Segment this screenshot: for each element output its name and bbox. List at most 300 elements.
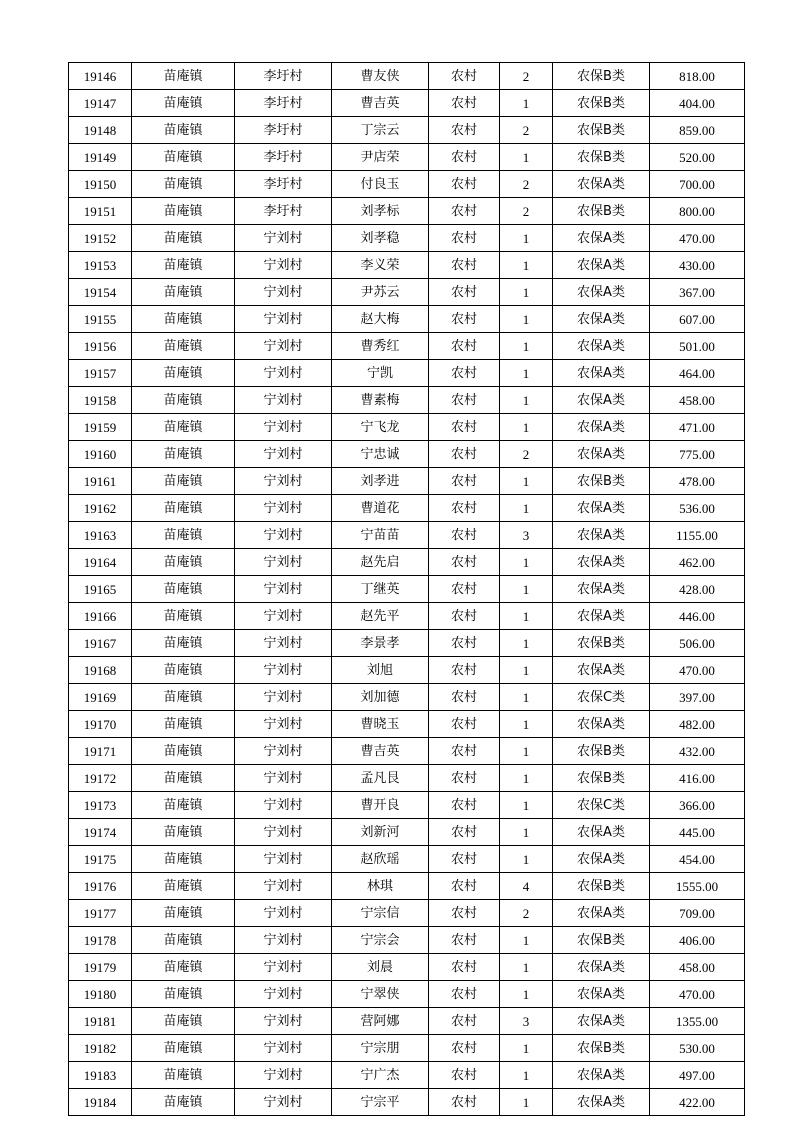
cell-type: 农村	[429, 63, 500, 90]
cell-amount: 464.00	[650, 360, 745, 387]
cell-name: 曹开良	[332, 792, 429, 819]
cell-type: 农村	[429, 306, 500, 333]
cell-id: 19176	[69, 873, 132, 900]
cell-count: 2	[500, 900, 553, 927]
cell-count: 1	[500, 1062, 553, 1089]
cell-type: 农村	[429, 117, 500, 144]
cell-id: 19181	[69, 1008, 132, 1035]
table-row	[69, 441, 745, 468]
cell-type: 农村	[429, 738, 500, 765]
table-row	[69, 279, 745, 306]
cell-village: 宁刘村	[235, 333, 332, 360]
cell-id: 19164	[69, 549, 132, 576]
cell-count: 1	[500, 1089, 553, 1116]
cell-village: 宁刘村	[235, 387, 332, 414]
cell-count: 1	[500, 927, 553, 954]
cell-village: 宁刘村	[235, 1062, 332, 1089]
cell-count: 1	[500, 603, 553, 630]
cell-count: 1	[500, 279, 553, 306]
cell-id: 19148	[69, 117, 132, 144]
cell-village: 李圩村	[235, 198, 332, 225]
cell-count: 2	[500, 63, 553, 90]
cell-town: 苗庵镇	[132, 900, 235, 927]
cell-name: 曹道花	[332, 495, 429, 522]
cell-id: 19161	[69, 468, 132, 495]
cell-class: 农保B类	[553, 63, 650, 90]
cell-village: 宁刘村	[235, 252, 332, 279]
cell-type: 农村	[429, 441, 500, 468]
cell-town: 苗庵镇	[132, 792, 235, 819]
cell-class: 农保A类	[553, 225, 650, 252]
cell-id: 19168	[69, 657, 132, 684]
cell-amount: 458.00	[650, 954, 745, 981]
cell-village: 宁刘村	[235, 684, 332, 711]
table-row	[69, 252, 745, 279]
cell-class: 农保B类	[553, 1035, 650, 1062]
cell-count: 1	[500, 549, 553, 576]
cell-town: 苗庵镇	[132, 198, 235, 225]
cell-class: 农保A类	[553, 252, 650, 279]
cell-class: 农保A类	[553, 954, 650, 981]
cell-id: 19146	[69, 63, 132, 90]
table-row	[69, 846, 745, 873]
cell-type: 农村	[429, 684, 500, 711]
cell-village: 宁刘村	[235, 981, 332, 1008]
table-row	[69, 657, 745, 684]
table-row	[69, 684, 745, 711]
table-row	[69, 711, 745, 738]
cell-town: 苗庵镇	[132, 603, 235, 630]
cell-class: 农保A类	[553, 414, 650, 441]
cell-class: 农保A类	[553, 1062, 650, 1089]
cell-name: 丁继英	[332, 576, 429, 603]
cell-class: 农保B类	[553, 144, 650, 171]
table-row	[69, 927, 745, 954]
cell-class: 农保A类	[553, 549, 650, 576]
cell-type: 农村	[429, 846, 500, 873]
cell-count: 1	[500, 144, 553, 171]
cell-village: 李圩村	[235, 63, 332, 90]
table-row	[69, 468, 745, 495]
cell-name: 李义荣	[332, 252, 429, 279]
cell-type: 农村	[429, 711, 500, 738]
cell-amount: 709.00	[650, 900, 745, 927]
cell-id: 19150	[69, 171, 132, 198]
cell-count: 1	[500, 414, 553, 441]
cell-id: 19167	[69, 630, 132, 657]
cell-count: 1	[500, 684, 553, 711]
table-row	[69, 630, 745, 657]
cell-village: 宁刘村	[235, 711, 332, 738]
cell-amount: 422.00	[650, 1089, 745, 1116]
cell-class: 农保A类	[553, 387, 650, 414]
cell-class: 农保B类	[553, 765, 650, 792]
cell-amount: 430.00	[650, 252, 745, 279]
cell-name: 刘孝稳	[332, 225, 429, 252]
cell-type: 农村	[429, 522, 500, 549]
cell-name: 刘加德	[332, 684, 429, 711]
cell-count: 1	[500, 225, 553, 252]
cell-town: 苗庵镇	[132, 63, 235, 90]
cell-class: 农保A类	[553, 171, 650, 198]
cell-amount: 818.00	[650, 63, 745, 90]
cell-count: 1	[500, 738, 553, 765]
cell-type: 农村	[429, 630, 500, 657]
cell-village: 宁刘村	[235, 819, 332, 846]
cell-village: 宁刘村	[235, 900, 332, 927]
cell-type: 农村	[429, 657, 500, 684]
cell-amount: 432.00	[650, 738, 745, 765]
table-row	[69, 1035, 745, 1062]
cell-id: 19154	[69, 279, 132, 306]
cell-amount: 445.00	[650, 819, 745, 846]
cell-id: 19163	[69, 522, 132, 549]
cell-class: 农保A类	[553, 576, 650, 603]
cell-class: 农保A类	[553, 603, 650, 630]
table-row	[69, 738, 745, 765]
cell-type: 农村	[429, 333, 500, 360]
cell-class: 农保A类	[553, 522, 650, 549]
cell-town: 苗庵镇	[132, 684, 235, 711]
cell-count: 3	[500, 522, 553, 549]
cell-name: 宁宗信	[332, 900, 429, 927]
cell-town: 苗庵镇	[132, 90, 235, 117]
cell-type: 农村	[429, 90, 500, 117]
cell-id: 19173	[69, 792, 132, 819]
cell-class: 农保C类	[553, 792, 650, 819]
cell-amount: 478.00	[650, 468, 745, 495]
cell-id: 19160	[69, 441, 132, 468]
table-row	[69, 495, 745, 522]
cell-type: 农村	[429, 279, 500, 306]
cell-class: 农保A类	[553, 711, 650, 738]
cell-count: 1	[500, 954, 553, 981]
cell-town: 苗庵镇	[132, 1008, 235, 1035]
cell-name: 营阿娜	[332, 1008, 429, 1035]
cell-count: 1	[500, 306, 553, 333]
cell-amount: 1355.00	[650, 1008, 745, 1035]
cell-village: 宁刘村	[235, 279, 332, 306]
table-row	[69, 576, 745, 603]
cell-amount: 800.00	[650, 198, 745, 225]
cell-village: 宁刘村	[235, 846, 332, 873]
cell-amount: 607.00	[650, 306, 745, 333]
cell-type: 农村	[429, 225, 500, 252]
cell-village: 李圩村	[235, 117, 332, 144]
cell-amount: 454.00	[650, 846, 745, 873]
cell-name: 宁宗会	[332, 927, 429, 954]
cell-town: 苗庵镇	[132, 711, 235, 738]
cell-type: 农村	[429, 144, 500, 171]
cell-count: 4	[500, 873, 553, 900]
cell-name: 曹素梅	[332, 387, 429, 414]
cell-id: 19180	[69, 981, 132, 1008]
cell-town: 苗庵镇	[132, 279, 235, 306]
cell-town: 苗庵镇	[132, 1035, 235, 1062]
cell-class: 农保A类	[553, 1089, 650, 1116]
cell-name: 尹店荣	[332, 144, 429, 171]
cell-town: 苗庵镇	[132, 1062, 235, 1089]
cell-type: 农村	[429, 981, 500, 1008]
subsidy-table	[68, 62, 745, 1116]
table-row	[69, 1008, 745, 1035]
cell-count: 1	[500, 630, 553, 657]
table-row	[69, 873, 745, 900]
cell-name: 赵先平	[332, 603, 429, 630]
cell-class: 农保A类	[553, 495, 650, 522]
cell-name: 刘孝进	[332, 468, 429, 495]
cell-village: 宁刘村	[235, 441, 332, 468]
cell-village: 宁刘村	[235, 414, 332, 441]
cell-count: 1	[500, 657, 553, 684]
cell-name: 刘新河	[332, 819, 429, 846]
cell-id: 19170	[69, 711, 132, 738]
cell-type: 农村	[429, 900, 500, 927]
cell-village: 宁刘村	[235, 549, 332, 576]
cell-village: 宁刘村	[235, 468, 332, 495]
cell-id: 19155	[69, 306, 132, 333]
cell-amount: 530.00	[650, 1035, 745, 1062]
cell-count: 1	[500, 846, 553, 873]
cell-village: 宁刘村	[235, 792, 332, 819]
cell-name: 尹苏云	[332, 279, 429, 306]
cell-town: 苗庵镇	[132, 144, 235, 171]
table-row	[69, 171, 745, 198]
cell-village: 宁刘村	[235, 765, 332, 792]
table-row	[69, 792, 745, 819]
cell-amount: 1155.00	[650, 522, 745, 549]
cell-class: 农保A类	[553, 981, 650, 1008]
cell-id: 19184	[69, 1089, 132, 1116]
cell-village: 宁刘村	[235, 738, 332, 765]
cell-amount: 506.00	[650, 630, 745, 657]
table-row	[69, 63, 745, 90]
cell-town: 苗庵镇	[132, 117, 235, 144]
cell-count: 1	[500, 765, 553, 792]
table-row	[69, 198, 745, 225]
table-row	[69, 333, 745, 360]
cell-amount: 536.00	[650, 495, 745, 522]
cell-town: 苗庵镇	[132, 819, 235, 846]
table-row	[69, 819, 745, 846]
cell-class: 农保A类	[553, 441, 650, 468]
cell-village: 宁刘村	[235, 225, 332, 252]
cell-town: 苗庵镇	[132, 441, 235, 468]
cell-class: 农保A类	[553, 846, 650, 873]
cell-id: 19171	[69, 738, 132, 765]
cell-class: 农保B类	[553, 630, 650, 657]
cell-name: 曹吉英	[332, 90, 429, 117]
cell-id: 19183	[69, 1062, 132, 1089]
table-row	[69, 522, 745, 549]
cell-type: 农村	[429, 792, 500, 819]
cell-amount: 470.00	[650, 225, 745, 252]
cell-town: 苗庵镇	[132, 522, 235, 549]
cell-class: 农保C类	[553, 684, 650, 711]
cell-town: 苗庵镇	[132, 495, 235, 522]
cell-name: 宁凯	[332, 360, 429, 387]
cell-amount: 458.00	[650, 387, 745, 414]
table-row	[69, 144, 745, 171]
cell-village: 宁刘村	[235, 495, 332, 522]
cell-id: 19152	[69, 225, 132, 252]
cell-village: 宁刘村	[235, 576, 332, 603]
cell-name: 宁宗平	[332, 1089, 429, 1116]
cell-name: 刘晨	[332, 954, 429, 981]
cell-town: 苗庵镇	[132, 927, 235, 954]
cell-amount: 1555.00	[650, 873, 745, 900]
cell-village: 宁刘村	[235, 360, 332, 387]
cell-type: 农村	[429, 873, 500, 900]
table-row	[69, 387, 745, 414]
cell-village: 李圩村	[235, 144, 332, 171]
cell-id: 19174	[69, 819, 132, 846]
cell-amount: 397.00	[650, 684, 745, 711]
cell-count: 1	[500, 252, 553, 279]
cell-village: 宁刘村	[235, 603, 332, 630]
cell-type: 农村	[429, 576, 500, 603]
table-row	[69, 954, 745, 981]
cell-village: 宁刘村	[235, 1089, 332, 1116]
cell-id: 19179	[69, 954, 132, 981]
table-row	[69, 306, 745, 333]
cell-type: 农村	[429, 468, 500, 495]
cell-class: 农保A类	[553, 279, 650, 306]
cell-type: 农村	[429, 171, 500, 198]
cell-type: 农村	[429, 765, 500, 792]
cell-amount: 497.00	[650, 1062, 745, 1089]
cell-type: 农村	[429, 198, 500, 225]
cell-type: 农村	[429, 414, 500, 441]
cell-class: 农保B类	[553, 468, 650, 495]
cell-name: 李景孝	[332, 630, 429, 657]
cell-count: 2	[500, 171, 553, 198]
cell-count: 1	[500, 333, 553, 360]
cell-name: 宁宗朋	[332, 1035, 429, 1062]
table-row	[69, 1062, 745, 1089]
cell-type: 农村	[429, 360, 500, 387]
cell-village: 宁刘村	[235, 873, 332, 900]
cell-name: 赵先启	[332, 549, 429, 576]
cell-id: 19147	[69, 90, 132, 117]
cell-town: 苗庵镇	[132, 360, 235, 387]
cell-count: 1	[500, 576, 553, 603]
cell-village: 宁刘村	[235, 1008, 332, 1035]
cell-amount: 775.00	[650, 441, 745, 468]
table-row	[69, 981, 745, 1008]
cell-id: 19158	[69, 387, 132, 414]
cell-type: 农村	[429, 1008, 500, 1035]
cell-class: 农保A类	[553, 900, 650, 927]
cell-town: 苗庵镇	[132, 1089, 235, 1116]
table-row	[69, 603, 745, 630]
cell-name: 宁苗苗	[332, 522, 429, 549]
cell-type: 农村	[429, 387, 500, 414]
cell-amount: 406.00	[650, 927, 745, 954]
cell-town: 苗庵镇	[132, 738, 235, 765]
cell-class: 农保B类	[553, 117, 650, 144]
cell-amount: 428.00	[650, 576, 745, 603]
cell-id: 19172	[69, 765, 132, 792]
cell-name: 丁宗云	[332, 117, 429, 144]
cell-name: 宁忠诚	[332, 441, 429, 468]
cell-id: 19175	[69, 846, 132, 873]
cell-amount: 462.00	[650, 549, 745, 576]
cell-count: 1	[500, 468, 553, 495]
cell-count: 1	[500, 360, 553, 387]
cell-id: 19166	[69, 603, 132, 630]
cell-amount: 366.00	[650, 792, 745, 819]
cell-town: 苗庵镇	[132, 954, 235, 981]
table-row	[69, 117, 745, 144]
cell-class: 农保B类	[553, 927, 650, 954]
cell-town: 苗庵镇	[132, 873, 235, 900]
cell-id: 19177	[69, 900, 132, 927]
table-body	[69, 63, 745, 1116]
cell-type: 农村	[429, 1035, 500, 1062]
cell-class: 农保B类	[553, 198, 650, 225]
cell-type: 农村	[429, 603, 500, 630]
cell-town: 苗庵镇	[132, 468, 235, 495]
table-row	[69, 414, 745, 441]
table-row	[69, 360, 745, 387]
cell-count: 1	[500, 495, 553, 522]
cell-type: 农村	[429, 819, 500, 846]
table-row	[69, 225, 745, 252]
cell-village: 宁刘村	[235, 657, 332, 684]
cell-village: 宁刘村	[235, 630, 332, 657]
cell-amount: 501.00	[650, 333, 745, 360]
table-row	[69, 549, 745, 576]
cell-id: 19178	[69, 927, 132, 954]
table-row	[69, 1089, 745, 1116]
cell-name: 曹晓玉	[332, 711, 429, 738]
cell-class: 农保A类	[553, 819, 650, 846]
cell-count: 1	[500, 711, 553, 738]
cell-id: 19151	[69, 198, 132, 225]
cell-name: 赵欣瑶	[332, 846, 429, 873]
cell-type: 农村	[429, 1062, 500, 1089]
cell-count: 2	[500, 441, 553, 468]
cell-type: 农村	[429, 1089, 500, 1116]
cell-village: 李圩村	[235, 171, 332, 198]
cell-count: 1	[500, 981, 553, 1008]
cell-amount: 404.00	[650, 90, 745, 117]
cell-id: 19182	[69, 1035, 132, 1062]
cell-village: 宁刘村	[235, 306, 332, 333]
cell-name: 宁翠侠	[332, 981, 429, 1008]
cell-type: 农村	[429, 927, 500, 954]
cell-town: 苗庵镇	[132, 576, 235, 603]
cell-id: 19156	[69, 333, 132, 360]
table-row	[69, 765, 745, 792]
cell-amount: 471.00	[650, 414, 745, 441]
cell-class: 农保B类	[553, 738, 650, 765]
cell-id: 19157	[69, 360, 132, 387]
cell-type: 农村	[429, 252, 500, 279]
cell-town: 苗庵镇	[132, 333, 235, 360]
cell-class: 农保A类	[553, 333, 650, 360]
cell-count: 1	[500, 792, 553, 819]
cell-town: 苗庵镇	[132, 225, 235, 252]
table-row	[69, 90, 745, 117]
cell-name: 刘旭	[332, 657, 429, 684]
cell-class: 农保A类	[553, 306, 650, 333]
cell-count: 1	[500, 819, 553, 846]
cell-amount: 446.00	[650, 603, 745, 630]
cell-name: 曹吉英	[332, 738, 429, 765]
cell-name: 曹秀红	[332, 333, 429, 360]
